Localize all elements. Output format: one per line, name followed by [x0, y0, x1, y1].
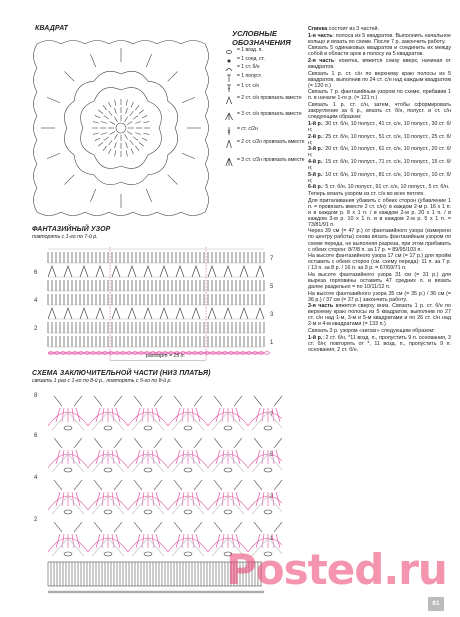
skirt-row-number-left: 4: [34, 475, 38, 481]
fancy-row-number: 7: [270, 256, 274, 262]
chain-oval-icon: [215, 48, 235, 56]
skirt-row-number-right: 1: [270, 536, 274, 542]
instruction-paragraph: 6-й р.: 5 ст. б/н, 10 полуст., 91 ст. с/н, 10 полуст., 5 ст. б/н.: [308, 184, 450, 191]
legend-item: [215, 112, 302, 120]
slip-stitch-icon: [215, 57, 235, 65]
instruction-paragraph: На высоте фантазийного узора 17 см (= 17 р.) для пройм оставить с обеих сторон (см. схему переда): 11 п. за 7 р. / 13 п. за 8 р. / 16 п. за 9 р. = 67/69/71 п.: [308, 253, 451, 272]
skirt-row-number-left: 6: [34, 433, 38, 439]
instruction-paragraph: Связать 1 р. ст. с/н по верхнему краю полосы из 5 квадратов, выполнив по 24 ст. с/н над каждым квадратом (= 120 п.): [308, 70, 451, 89]
instructions-text: [308, 26, 451, 354]
legend-item-label: = 3 ст. с/н провязать вместе: [237, 111, 302, 117]
page-number: 61: [428, 597, 444, 611]
legend-item: [215, 74, 262, 82]
treble-icon: [215, 84, 235, 92]
instruction-paragraph: На высоте фантазийного узора 35 см (= 35 р.) / 36 см (= 36 р.) / 37 см (= 37 р.) закончить работу.: [308, 290, 451, 303]
instruction-paragraph: Для приталивания убавить с обеих сторон (убавление 1 п. = провязать вместе 2 ст. с/н): в каждом 2-м р. 16 x 1 п. и в каждом р. 8 x 1 п. / в каждом 2-м р. 20 x 1 п. / в каждом 3-м р. 10 x 1 п. и в каждом 2-м р. 5 x 1 п. = 73/81/91 п.: [308, 197, 451, 228]
legend-item: [215, 158, 304, 166]
instruction-paragraph: Связать 5 одинаковых квадратов и соединить их между собой в области арок в полосу из 5 квадратов.: [308, 45, 451, 58]
fancy-pattern-diagram: [30, 241, 280, 361]
legend-title-line1: УСЛОВНЫЕ: [232, 29, 277, 38]
legend-item: [215, 84, 259, 92]
dc-bump-icon: [215, 65, 235, 73]
fancy-row-number: 5: [270, 284, 274, 290]
instruction-paragraph: Связать 1 р. ст. с/н, затем, чтобы сформировать закругление за 6 р., вязать ст. б/н, полуст. и ст. с/н следующим образом:: [308, 102, 451, 121]
instruction-paragraph: 1-й р.: 2 ст. б/н, *11 возд. п., пропустить 9 п. основания, 3 ст. б/н; повторять от *, 11 возд. п., пропустить 9 п. основания, 2 ст. б/н.: [308, 334, 451, 353]
two-treble-together-icon: [215, 96, 235, 104]
legend-item-label: = 1 возд. п.: [237, 47, 263, 53]
three-treble-together-icon: [215, 112, 235, 120]
square-title: КВАДРАТ: [35, 25, 69, 32]
legend-item: [215, 127, 258, 135]
fancy-rapport: раппорт = 15 п.: [146, 353, 185, 359]
instruction-paragraph: Связать 3 р. узором «зигзаг» следующим образом:: [308, 328, 435, 335]
legend-item-label: = 1 ст. с/н: [237, 83, 260, 89]
two-double-treble-together-icon: [215, 140, 235, 148]
fancy-row-number: 2: [34, 326, 38, 332]
posted-watermark: Posted.ru: [226, 545, 447, 594]
legend-item-label: = 2 ст. с/н провязать вместе: [237, 95, 302, 101]
skirt-row-number-right: 3: [270, 494, 274, 500]
instruction-paragraph: 4-й р.: 15 ст. б/н, 10 полуст., 71 ст. с/н, 10 полуст., 15 ст. б/н;: [308, 158, 451, 171]
fancy-row-number: 6: [34, 270, 38, 276]
instruction-paragraph: 5-й р.: 10 ст. б/н, 10 полуст., 81 ст. с/н, 10 полуст., 10 ст. б/н;: [308, 171, 451, 184]
skirt-row-number-right: 7: [270, 412, 274, 418]
instruction-paragraph: Через 39 см (= 47 р.) от фантазийного узора (измерено по центру работы) снова вязать фантазийным узором по схеме переда, не выполняя разреза, при этом прибавить с обеих сторон: 8/7/8 п. за 17 р. = 89/95/103 п.: [308, 228, 451, 253]
legend-title-line2: ОБОЗНАЧЕНИЯ: [232, 37, 291, 47]
legend-item-label: = 1 соед. ст.: [237, 56, 265, 62]
treble-cluster-icon: [215, 127, 235, 135]
instruction-paragraph: 3-я часть вяжется сверху вниз. Связать 1 р. ст. б/н по верхнему краю полосы из 5 квадратов, выполнив по 27 ст. с/н над 1-м, 3-м и 5-м квадратами и по 26 ст. с/н над 2-м и 4-м квадратами (= 133 п.): [308, 303, 451, 328]
fancy-title: ФАНТАЗИЙНЫЙ УЗОР: [32, 226, 111, 233]
instruction-paragraph: 2-й р.: 25 ст. б/н, 10 полуст., 51 ст. с/н, 10 полуст., 25 ст. б/н;: [308, 133, 451, 146]
skirt-title: СХЕМА ЗАКЛЮЧИТЕЛЬНОЙ ЧАСТИ (НИЗ ПЛАТЬЯ): [32, 370, 211, 377]
fancy-row-number: 3: [270, 312, 274, 318]
instruction-paragraph: На высоте фантазийного узора 31 см (= 31 р.) для выреза горловины оставить 47 средних п. и вязать далее раздельно = по 10/11/12 п.: [308, 271, 451, 291]
fancy-subtitle: повторять с 1-го по 7-й р.: [32, 234, 98, 240]
legend-list: [215, 48, 307, 208]
skirt-row-number-left: 8: [34, 393, 38, 399]
instruction-paragraph: Спинка состоит из 3 частей.: [308, 26, 380, 32]
square-motif-diagram: [26, 33, 216, 223]
instruction-paragraph: Теперь вязать узором из ст. с/н во всех петлях.: [308, 190, 425, 197]
legend-item: [215, 48, 263, 56]
instruction-paragraph: 3-й р.: 20 ст. б/н, 10 полуст., 61 ст. с/н, 10 полуст., 20 ст. б/н;: [308, 146, 451, 159]
legend-item-label: = ст. с/2н: [237, 126, 258, 132]
instruction-paragraph: 2-я часть: кокетка, вяжется снизу вверх, начиная от квадратов.: [308, 58, 451, 71]
legend-item: [215, 65, 260, 73]
instruction-paragraph: Связать 7 р. фантазийным узором по схеме, прибавив 1 п. в начале 1-го р. (= 121 п.): [308, 89, 451, 102]
legend-item-label: = 2 ст. с/2н провязать вместе: [237, 139, 305, 145]
fancy-row-number: 4: [34, 298, 38, 304]
legend-item-label: = 3 ст. с/2н провязать вместе: [237, 157, 305, 163]
legend-item: [215, 96, 302, 104]
skirt-subtitle: связать 1 раз с 1-го по 8-й р., повторять с 5-го по 8-й р.: [32, 378, 172, 384]
skirt-row-number-right: 5: [270, 452, 274, 458]
instruction-paragraph: 1-я часть: полоса из 5 квадратов. Выполнить начальное кольцо и вязать по схеме. После 7 р. закончить работу.: [308, 32, 451, 45]
legend-item: [215, 140, 304, 148]
instruction-paragraph: 1-й р.: 30 ст. б/н, 10 полуст., 41 ст. с/н, 10 полуст., 30 ст. б/н;: [308, 120, 451, 133]
fancy-row-number: 1: [270, 340, 274, 346]
three-double-treble-together-icon: [215, 158, 235, 166]
legend-item-label: = 1 полуст.: [237, 73, 262, 79]
legend-item-label: = 1 ст. б/н: [237, 64, 260, 70]
half-loop-icon: [215, 74, 235, 82]
skirt-row-number-left: 2: [34, 517, 38, 523]
